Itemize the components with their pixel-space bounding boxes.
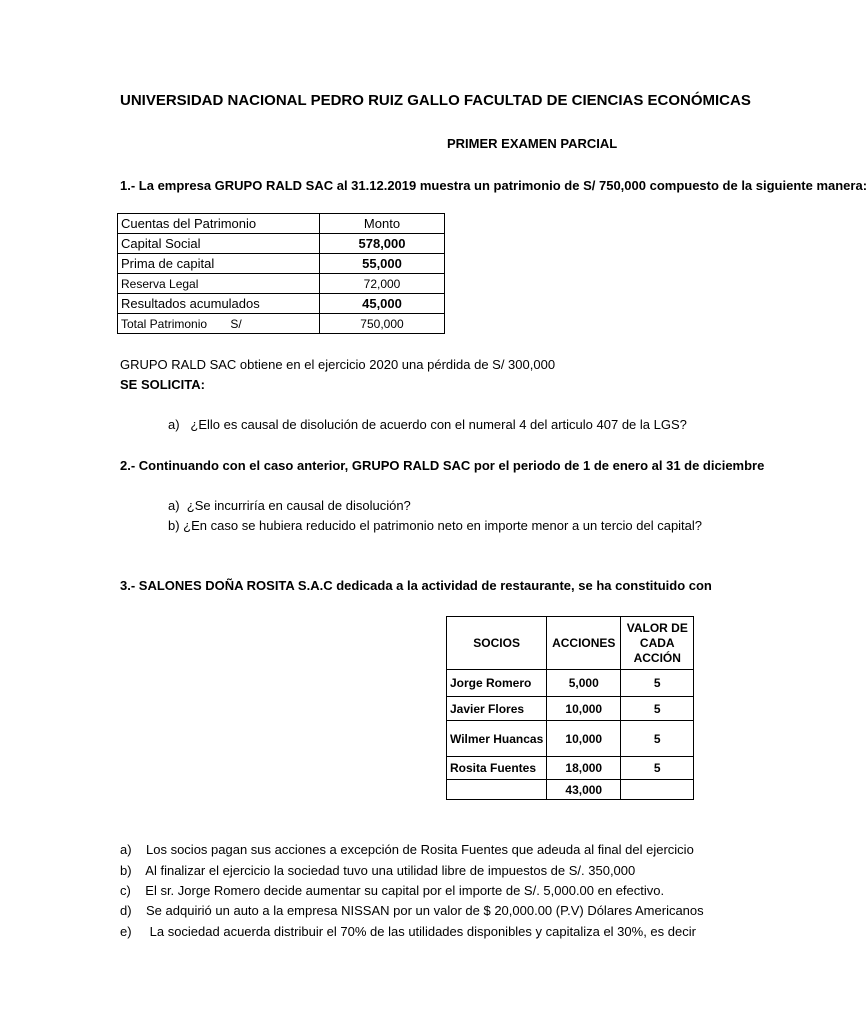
question-1-statement: 1.- La empresa GRUPO RALD SAC al 31.12.2019 muestra un patrimonio de S/ 750,000 compuesto de la siguiente manera: — [120, 178, 867, 193]
shareholders-table — [446, 616, 694, 800]
header-valor: VALOR DE CADA ACCIÓN — [621, 617, 694, 670]
table-header-row — [118, 214, 445, 234]
table-row — [447, 697, 694, 721]
question-3-item-a: a) Los socios pagan sus acciones a excepción de Rosita Fuentes que adeuda al final del ejercicio — [120, 842, 694, 857]
table-row — [447, 670, 694, 697]
table-row — [447, 757, 694, 780]
table-total-row — [118, 314, 445, 334]
table-row — [118, 234, 445, 254]
table-total-row — [447, 780, 694, 800]
socio-valor: 5 — [621, 670, 694, 697]
total-empty-cell — [621, 780, 694, 800]
total-label: Total Patrimonio S/ — [118, 314, 320, 334]
socio-valor: 5 — [621, 697, 694, 721]
account-amount: 55,000 — [320, 254, 445, 274]
question-3-item-d: d) Se adquirió un auto a la empresa NISSAN por un valor de $ 20,000.00 (P.V) Dólares Americanos — [120, 903, 704, 918]
question-2-statement: 2.- Continuando con el caso anterior, GRUPO RALD SAC por el periodo de 1 de enero al 31 de diciembre — [120, 458, 765, 473]
total-acciones: 43,000 — [547, 780, 621, 800]
question-1-item-a: a) ¿Ello es causal de disolución de acuerdo con el numeral 4 del articulo 407 de la LGS? — [168, 417, 687, 432]
socio-name: Jorge Romero — [447, 670, 547, 697]
university-title: UNIVERSIDAD NACIONAL PEDRO RUIZ GALLO FACULTAD DE CIENCIAS ECONÓMICAS — [120, 92, 751, 109]
exam-title: PRIMER EXAMEN PARCIAL — [447, 136, 618, 151]
header-monto: Monto — [320, 214, 445, 234]
question-3-item-e: e) La sociedad acuerda distribuir el 70% de las utilidades disponibles y capitaliza el 30%, es decir — [120, 924, 696, 939]
socio-acciones: 5,000 — [547, 670, 621, 697]
account-name: Prima de capital — [118, 254, 320, 274]
header-cuentas: Cuentas del Patrimonio — [118, 214, 320, 234]
account-amount: 72,000 — [320, 274, 445, 294]
socio-acciones: 10,000 — [547, 721, 621, 757]
question-2-item-a: a) ¿Se incurriría en causal de disolución? — [168, 498, 411, 513]
account-amount: 45,000 — [320, 294, 445, 314]
socio-acciones: 10,000 — [547, 697, 621, 721]
account-name: Capital Social — [118, 234, 320, 254]
total-empty-cell — [447, 780, 547, 800]
socio-valor: 5 — [621, 721, 694, 757]
request-label: SE SOLICITA: — [120, 377, 205, 392]
equity-table — [117, 213, 445, 334]
header-acciones: ACCIONES — [547, 617, 621, 670]
question-3-statement: 3.- SALONES DOÑA ROSITA S.A.C dedicada a la actividad de restaurante, se ha constituido con — [120, 578, 712, 593]
loss-text: GRUPO RALD SAC obtiene en el ejercicio 2020 una pérdida de S/ 300,000 — [120, 357, 556, 372]
total-amount: 750,000 — [320, 314, 445, 334]
account-name: Reserva Legal — [118, 274, 320, 294]
table-row — [447, 721, 694, 757]
question-3-item-b: b) Al finalizar el ejercicio la sociedad tuvo una utilidad libre de impuestos de S/. 350,000 — [120, 863, 636, 878]
socio-name: Rosita Fuentes — [447, 757, 547, 780]
table-row — [118, 274, 445, 294]
question-2-item-b: b) ¿En caso se hubiera reducido el patrimonio neto en importe menor a un tercio del capital? — [168, 518, 703, 533]
table-header-row — [447, 617, 694, 670]
table-row — [118, 294, 445, 314]
table-row — [118, 254, 445, 274]
socio-name: Javier Flores — [447, 697, 547, 721]
socio-valor: 5 — [621, 757, 694, 780]
socio-acciones: 18,000 — [547, 757, 621, 780]
account-amount: 578,000 — [320, 234, 445, 254]
account-name: Resultados acumulados — [118, 294, 320, 314]
question-3-item-c: c) El sr. Jorge Romero decide aumentar su capital por el importe de S/. 5,000.00 en efectivo. — [120, 883, 665, 898]
socio-name: Wilmer Huancas — [447, 721, 547, 757]
header-socios: SOCIOS — [447, 617, 547, 670]
